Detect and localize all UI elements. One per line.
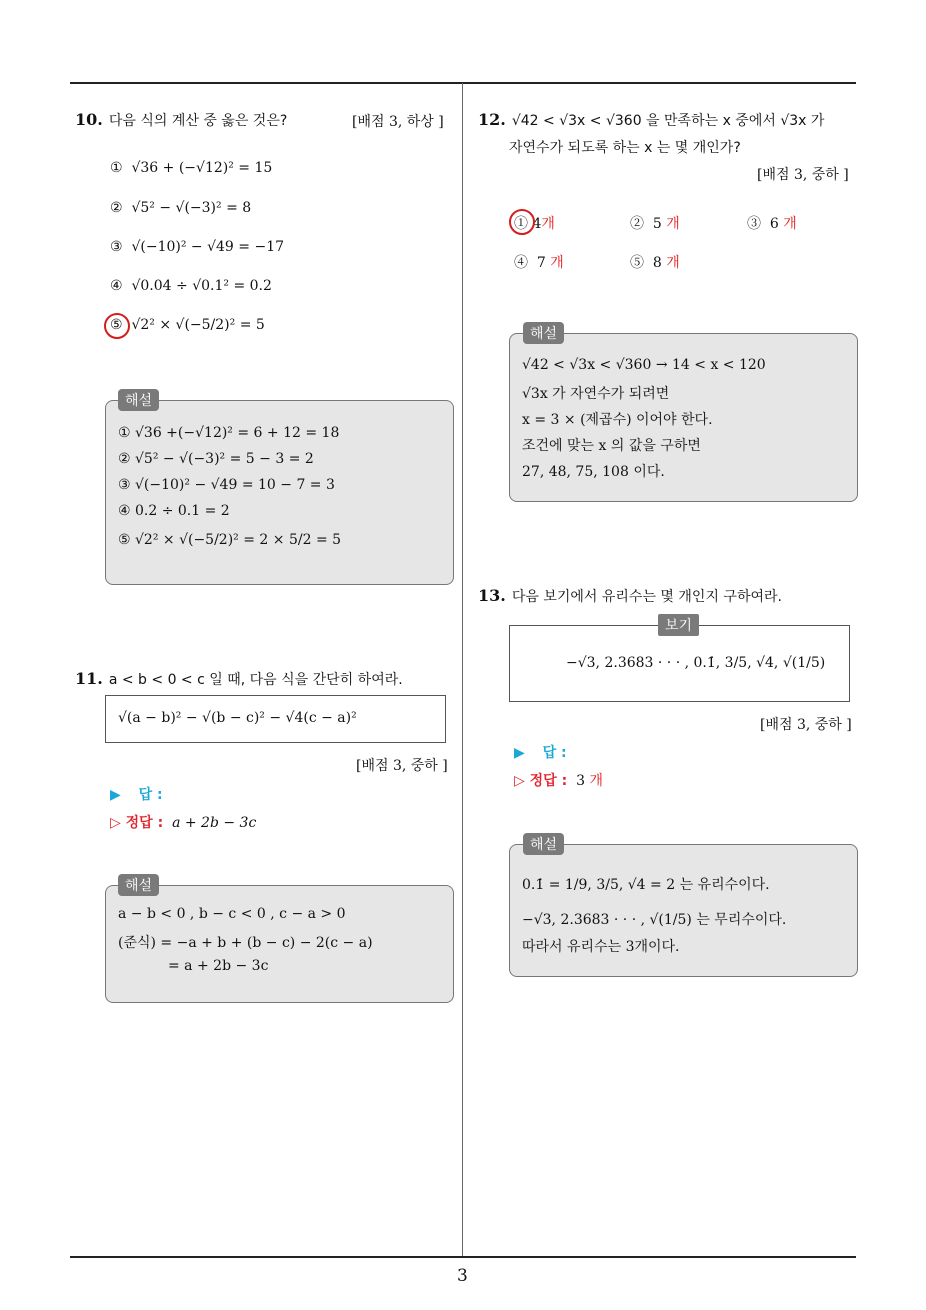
q10-option-4[interactable]: ④ √0.04 ÷ √0.1² = 0.2 <box>110 278 272 294</box>
q10-option-5[interactable]: ⑤ √2² × √(−5/2)² = 5 <box>110 317 265 333</box>
q10-explain-line: ② √5² − √(−3)² = 5 − 3 = 2 <box>118 451 314 467</box>
q12-option-2[interactable]: ② 5 개 <box>630 216 680 232</box>
q10-selected-mark <box>104 313 130 339</box>
q11-correct-label: ▷ 정답 : <box>110 815 164 831</box>
q12-selected-mark <box>509 209 535 235</box>
q13-explanation-label: 해설 <box>523 833 564 855</box>
bottom-rule <box>70 1256 856 1258</box>
page-number: 3 <box>457 1266 468 1286</box>
q13-explain-line: 따라서 유리수는 3개이다. <box>522 939 680 955</box>
q13-correct-unit: 개 <box>589 773 603 789</box>
q13-bogi-content: −√3, 2.3683 · · · , 0.1̇, 3/5, √4, √(1/5) <box>566 655 826 671</box>
q12-explain-line: √42 < √3x < √360 → 14 < x < 120 <box>522 357 766 373</box>
q12-option-3[interactable]: ③ 6 개 <box>747 216 797 232</box>
q10-number: 10. <box>75 110 103 129</box>
q13-correct-value: 3 <box>576 773 585 789</box>
q13-bogi-label: 보기 <box>658 614 699 636</box>
q13-correct-row <box>514 770 603 790</box>
q13-correct-label: ▷ 정답 : <box>514 773 568 789</box>
q12-option-4[interactable]: ④ 7 개 <box>514 255 564 271</box>
q12-option-5[interactable]: ⑤ 8 개 <box>630 255 680 271</box>
q12-points: [배점 3, 중하 ] <box>757 167 849 183</box>
q10-explain-line: ① √36 +(−√12)² = 6 + 12 = 18 <box>118 425 340 441</box>
q10-option-1[interactable]: ① √36 + (−√12)² = 15 <box>110 160 273 176</box>
q11-stem <box>75 669 403 689</box>
q12-text-2: 자연수가 되도록 하는 x 는 몇 개인가? <box>509 140 741 156</box>
play-icon: ▶ <box>514 745 525 761</box>
play-icon: ▶ <box>110 787 121 803</box>
q11-explain-line: a − b < 0 , b − c < 0 , c − a > 0 <box>118 906 346 922</box>
q11-explanation-label: 해설 <box>118 874 159 896</box>
q11-answer-label: 답 : <box>138 787 163 803</box>
q13-explain-line: 0.1̇ = 1/9, 3/5, √4 = 2 는 유리수이다. <box>522 877 770 893</box>
q13-explain-line: −√3, 2.3683 · · · , √(1/5) 는 무리수이다. <box>522 912 787 928</box>
q12-explain-line: x = 3 × (제곱수) 이어야 한다. <box>522 412 713 428</box>
q12-explain-line: 조건에 맞는 x 의 값을 구하면 <box>522 438 701 454</box>
q11-explain-line: (준식) = −a + b + (b − c) − 2(c − a) <box>118 935 373 951</box>
q12-option-1[interactable]: ① 4개 <box>514 216 555 232</box>
q10-explain-line: ⑤ √2² × √(−5/2)² = 2 × 5/2 = 5 <box>118 532 342 548</box>
q12-number: 12. <box>478 110 506 129</box>
q11-answer-row <box>110 784 163 804</box>
q10-option-2[interactable]: ② √5² − √(−3)² = 8 <box>110 200 252 216</box>
q13-text: 다음 보기에서 유리수는 몇 개인지 구하여라. <box>511 589 782 605</box>
q12-stem <box>478 110 824 130</box>
top-rule <box>70 82 856 84</box>
q11-expression: √(a − b)² − √(b − c)² − √4(c − a)² <box>118 710 357 726</box>
q13-stem <box>478 586 782 606</box>
q11-explain-line: = a + 2b − 3c <box>168 958 269 974</box>
q12-explain-line: √3x 가 자연수가 되려면 <box>522 386 670 402</box>
q10-points: [배점 3, 하상 ] <box>352 114 444 130</box>
q13-number: 13. <box>478 586 506 605</box>
q13-answer-row <box>514 742 567 762</box>
q10-stem <box>75 110 287 130</box>
q12-text-1: √42 < √3x < √360 을 만족하는 x 중에서 √3x 가 <box>511 113 825 129</box>
q11-number: 11. <box>75 669 103 688</box>
q12-explain-line: 27, 48, 75, 108 이다. <box>522 464 665 480</box>
q10-text: 다음 식의 계산 중 옳은 것은? <box>108 113 288 129</box>
q10-explain-line: ③ √(−10)² − √49 = 10 − 7 = 3 <box>118 477 335 493</box>
q11-correct-row <box>110 812 256 832</box>
q12-explanation-label: 해설 <box>523 322 564 344</box>
q10-explanation-label: 해설 <box>118 389 159 411</box>
q11-correct-value: a + 2b − 3c <box>172 815 257 831</box>
q13-points: [배점 3, 중하 ] <box>760 717 852 733</box>
q10-option-3[interactable]: ③ √(−10)² − √49 = −17 <box>110 239 285 255</box>
q11-text: a < b < 0 < c 일 때, 다음 식을 간단히 하여라. <box>108 672 403 688</box>
q11-points: [배점 3, 중하 ] <box>356 758 448 774</box>
q10-explain-line: ④ 0.2 ÷ 0.1 = 2 <box>118 503 230 519</box>
q13-answer-label: 답 : <box>542 745 567 761</box>
column-divider <box>462 83 463 1257</box>
